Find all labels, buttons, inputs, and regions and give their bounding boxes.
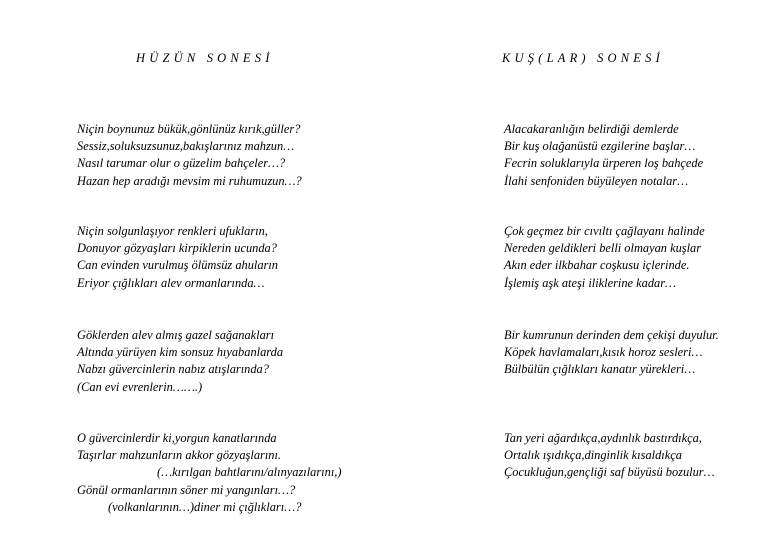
poem-line: Sessiz,soluksuzsunuz,bakışlarınız mahzun… <box>77 139 295 154</box>
poem-line: İlahi senfoniden büyüleyen notalar… <box>504 173 689 188</box>
poem-line: Nasıl tarumar olur o güzelim bahçeler…? <box>77 156 286 171</box>
poem-line: Nereden geldikleri belli olmayan kuşlar <box>504 241 702 256</box>
stanza-3 <box>504 327 719 379</box>
poem-line: Çocukluğun,gençliği saf büyüsü bozulur… <box>504 465 715 480</box>
poem-line: O güvercinlerdir ki,yorgun kanatlarında <box>77 431 277 445</box>
poem-title: KUŞ(LAR) SONESİ <box>502 51 664 65</box>
poem-line: Göklerden alev almış gazel sağanakları <box>77 328 275 342</box>
poem-line: Altında yürüyen kim sonsuz hıyabanlarda <box>77 345 284 360</box>
stanza-1 <box>77 121 302 190</box>
poem-line: Çok geçmez bir cıvıltı çağlayanı halinde <box>504 224 705 238</box>
poem-line: Donuyor gözyaşları kirpiklerin ucunda? <box>77 241 277 256</box>
poem-line: Ortalık ışıdıkça,dinginlik kısaldıkça <box>504 448 682 463</box>
poem-line: Eriyor çığlıkları alev ormanlarında… <box>77 275 265 290</box>
poem-line: Taşırlar mahzunların akkor gözyaşlarını. <box>77 448 282 463</box>
poem-line: Can evinden vurulmuş ölümsüz ahuların <box>77 258 278 273</box>
poem-line: Bir kumrunun derinden dem çekişi duyulur. <box>504 328 719 342</box>
poem-line: Tan yeri ağardıkça,aydınlık bastırdıkça, <box>504 431 702 445</box>
poem-line: (volkanlarının…)diner mi çığlıkları…? <box>108 499 302 514</box>
poem-line: Köpek havlamaları,kısık horoz sesleri… <box>504 345 703 360</box>
poem-line: Niçin solgunlaşıyor renkleri ufukların, <box>77 224 268 238</box>
stanza-4 <box>77 430 342 516</box>
poem-line: Hazan hep aradığı mevsim mi ruhumuzun…? <box>77 173 302 188</box>
poem-title: HÜZÜN SONESİ <box>136 51 274 65</box>
stanza-2 <box>504 223 705 292</box>
stanza-2 <box>77 223 278 292</box>
poem-line: Fecrin soluklarıyla ürperen loş bahçede <box>504 156 704 171</box>
stanza-3 <box>77 327 283 396</box>
poem-line: Niçin boynunuz bükük,gönlünüz kırık,güller? <box>77 122 301 136</box>
stanza-1 <box>504 121 703 190</box>
poem-line: Bülbülün çığlıkları kanatır yürekleri… <box>504 362 696 377</box>
poem-line: Akın eder ilkbahar coşkusu içlerinde. <box>504 258 690 273</box>
poem-line: Bir kuş olağanüstü ezgilerine başlar… <box>504 139 696 154</box>
poem-line: (…kırılgan bahtlarını/alınyazılarını,) <box>157 465 342 480</box>
stanza-4 <box>504 430 715 482</box>
poem-line: Nabzı güvercinlerin nabız atışlarında? <box>77 362 269 377</box>
poem-line: (Can evi evrenlerin…….) <box>77 379 203 394</box>
poem-line: İşlemiş aşk ateşi iliklerine kadar… <box>504 275 677 290</box>
poem-line: Gönül ormanlarının söner mi yangınları…? <box>77 482 296 497</box>
poem-line: Alacakaranlığın belirdiği demlerde <box>504 122 679 136</box>
